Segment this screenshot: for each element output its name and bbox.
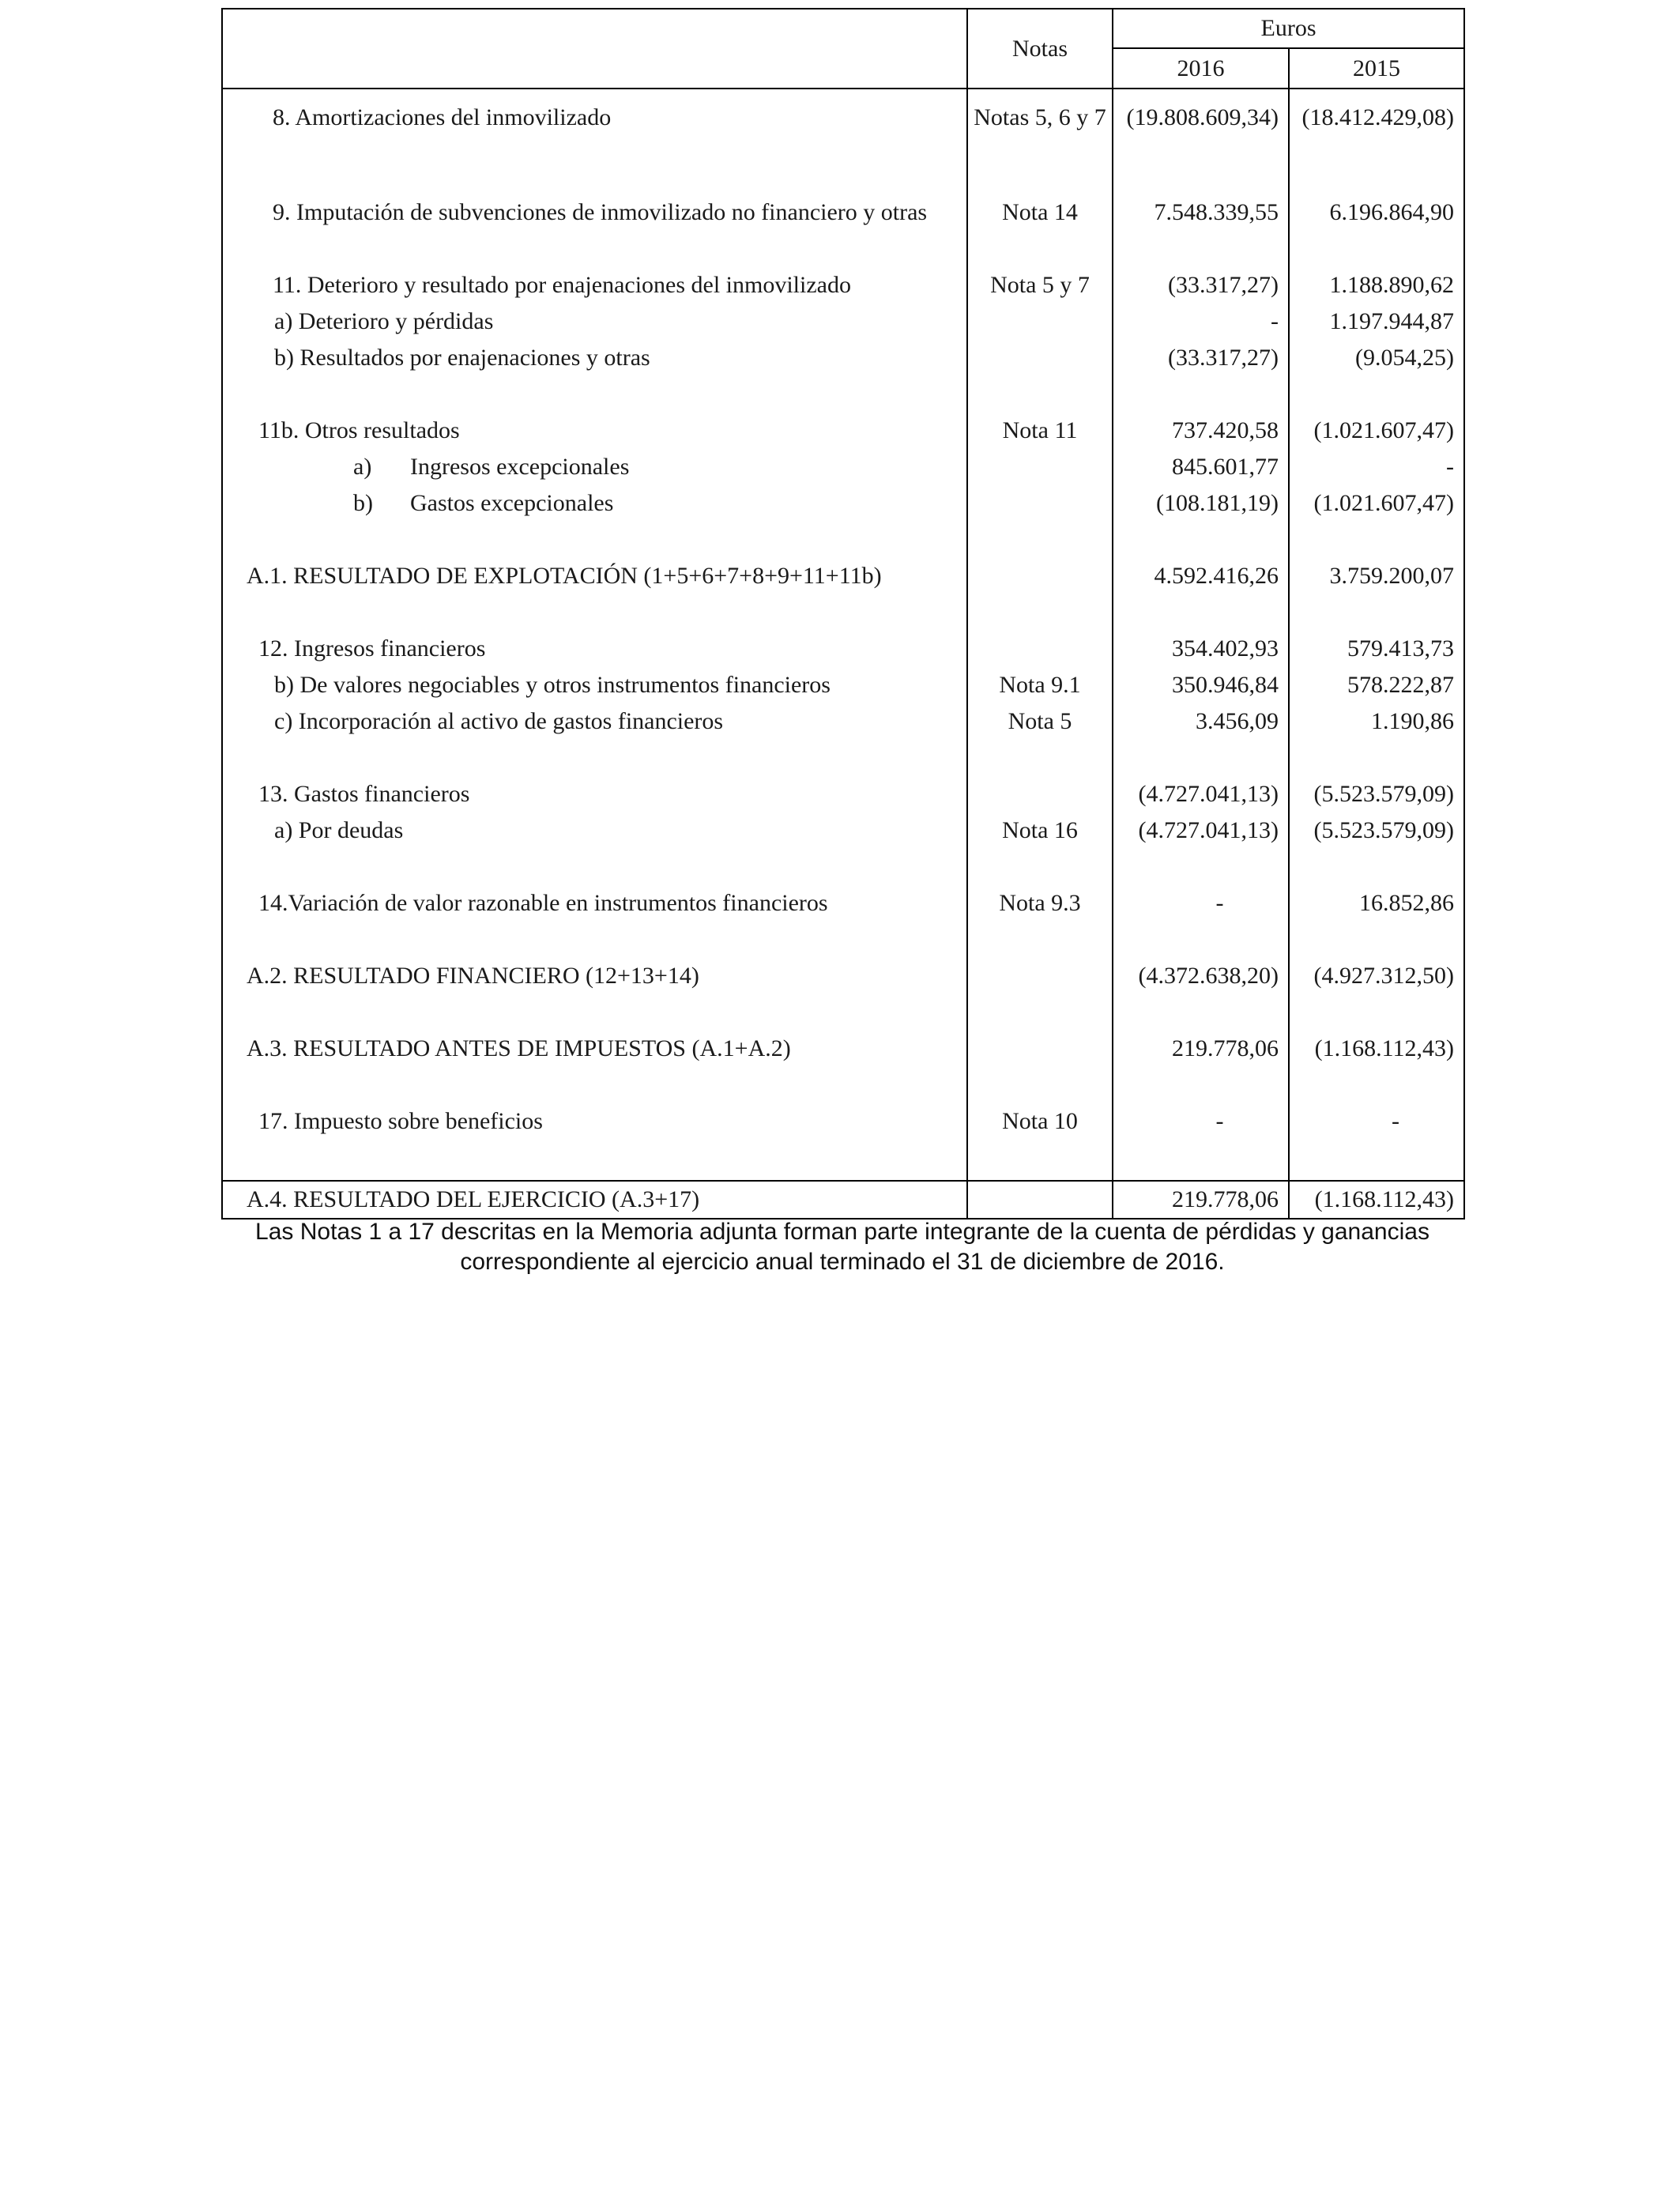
row-label: A.1. RESULTADO DE EXPLOTACIÓN (1+5+6+7+8+9+11+11b) [222,558,967,594]
row-label: 14.Variación de valor razonable en instrumentos financieros [222,885,967,922]
table-row [222,885,1464,922]
value-2016: - [1113,1103,1289,1140]
footnote-line-2: correspondiente al ejercicio anual terminado el 31 de diciembre de 2016. [460,1248,1225,1275]
spacer-row [222,994,1464,1031]
row-label: A.3. RESULTADO ANTES DE IMPUESTOS (A.1+A.2) [222,1031,967,1067]
value-2016: 7.548.339,55 [1113,194,1289,231]
row-label: 13. Gastos financieros [222,776,967,812]
row-notes: Nota 14 [967,194,1113,231]
item-text: Ingresos excepcionales [410,454,630,480]
value-2016: (19.808.609,34) [1113,89,1289,145]
value-2016: (108.181,19) [1113,485,1289,522]
income-statement-table [221,8,1465,1220]
table-row [222,1031,1464,1067]
value-2016: (4.372.638,20) [1113,958,1289,994]
notes-header: Notas [967,9,1113,89]
spacer-row [222,376,1464,413]
value-2015: (1.168.112,43) [1289,1181,1464,1219]
value-2015: (5.523.579,09) [1289,776,1464,812]
row-notes: Notas 5, 6 y 7 [967,89,1113,145]
value-2016: 737.420,58 [1113,413,1289,449]
row-label: A.4. RESULTADO DEL EJERCICIO (A.3+17) [222,1181,967,1219]
item-letter: a) [353,454,372,480]
value-2016: 4.592.416,26 [1113,558,1289,594]
value-2015: 579.413,73 [1289,631,1464,667]
value-2015: 3.759.200,07 [1289,558,1464,594]
value-2015: (5.523.579,09) [1289,812,1464,849]
row-label: 8. Amortizaciones del inmovilizado [222,89,967,145]
spacer-row [222,145,1464,194]
spacer-row [222,1067,1464,1103]
table-row [222,413,1464,449]
value-2015: - [1289,1103,1464,1140]
value-2016: (4.727.041,13) [1113,776,1289,812]
row-label: a) Deterioro y pérdidas [222,303,967,340]
value-2016: (4.727.041,13) [1113,812,1289,849]
row-label: c) Incorporación al activo de gastos financieros [222,703,967,740]
item-text: Gastos excepcionales [410,490,614,516]
row-notes: Nota 11 [967,413,1113,449]
table-row [222,703,1464,740]
header-blank-cell [222,9,967,89]
currency-header: Euros [1113,9,1464,48]
row-label: 12. Ingresos financieros [222,631,967,667]
table-row [222,267,1464,303]
value-2015: - [1289,449,1464,485]
row-notes: Nota 5 y 7 [967,267,1113,303]
row-label: b) De valores negociables y otros instrumentos financieros [222,667,967,703]
row-label: b) Resultados por enajenaciones y otras [222,340,967,376]
row-notes: Nota 16 [967,812,1113,849]
value-2016: - [1113,303,1289,340]
value-2016: (33.317,27) [1113,340,1289,376]
table-row [222,194,1464,231]
value-2015: 1.188.890,62 [1289,267,1464,303]
value-2015: (1.021.607,47) [1289,413,1464,449]
row-notes: Nota 9.1 [967,667,1113,703]
row-label: A.2. RESULTADO FINANCIERO (12+13+14) [222,958,967,994]
row-label [222,449,967,485]
value-2015: 578.222,87 [1289,667,1464,703]
table-row [222,303,1464,340]
row-label: 9. Imputación de subvenciones de inmovilizado no financiero y otras [222,194,967,231]
value-2016: 350.946,84 [1113,667,1289,703]
table-row [222,558,1464,594]
value-2016: 3.456,09 [1113,703,1289,740]
table-row [222,667,1464,703]
spacer-row [222,594,1464,631]
table-row [222,958,1464,994]
value-2015: 6.196.864,90 [1289,194,1464,231]
year-2015-header: 2015 [1289,48,1464,89]
value-2015: (9.054,25) [1289,340,1464,376]
row-label: a) Por deudas [222,812,967,849]
table-row [222,485,1464,522]
value-2015: 16.852,86 [1289,885,1464,922]
value-2016: (33.317,27) [1113,267,1289,303]
table-row [222,449,1464,485]
spacer-row [222,231,1464,267]
row-label [222,485,967,522]
table-row [222,340,1464,376]
value-2016: 219.778,06 [1113,1031,1289,1067]
value-2016: - [1113,885,1289,922]
row-notes: Nota 5 [967,703,1113,740]
table-row-total [222,1181,1464,1219]
year-2016-header: 2016 [1113,48,1289,89]
value-2015: 1.190,86 [1289,703,1464,740]
header-row-top [222,9,1464,48]
row-notes: Nota 9.3 [967,885,1113,922]
row-notes: Nota 10 [967,1103,1113,1140]
value-2016: 845.601,77 [1113,449,1289,485]
value-2015: 1.197.944,87 [1289,303,1464,340]
spacer-row [222,922,1464,958]
spacer-row [222,849,1464,885]
footnote-line-1: Las Notas 1 a 17 descritas en la Memoria adjunta forman parte integrante de la cuenta de pérdidas y ganancias [255,1219,1430,1245]
spacer-row [222,1140,1464,1181]
spacer-row [222,740,1464,776]
spacer-row [222,522,1464,558]
table-row [222,1103,1464,1140]
value-2015: (4.927.312,50) [1289,958,1464,994]
row-label: 11b. Otros resultados [222,413,967,449]
value-2015: (1.021.607,47) [1289,485,1464,522]
footnote [221,1217,1463,1276]
table-row [222,89,1464,145]
row-label: 11. Deterioro y resultado por enajenaciones del inmovilizado [222,267,967,303]
table-row [222,812,1464,849]
table-row [222,776,1464,812]
table-row [222,631,1464,667]
value-2016: 219.778,06 [1113,1181,1289,1219]
value-2016: 354.402,93 [1113,631,1289,667]
value-2015: (1.168.112,43) [1289,1031,1464,1067]
item-letter: b) [353,490,373,516]
row-label: 17. Impuesto sobre beneficios [222,1103,967,1140]
value-2015: (18.412.429,08) [1289,89,1464,145]
